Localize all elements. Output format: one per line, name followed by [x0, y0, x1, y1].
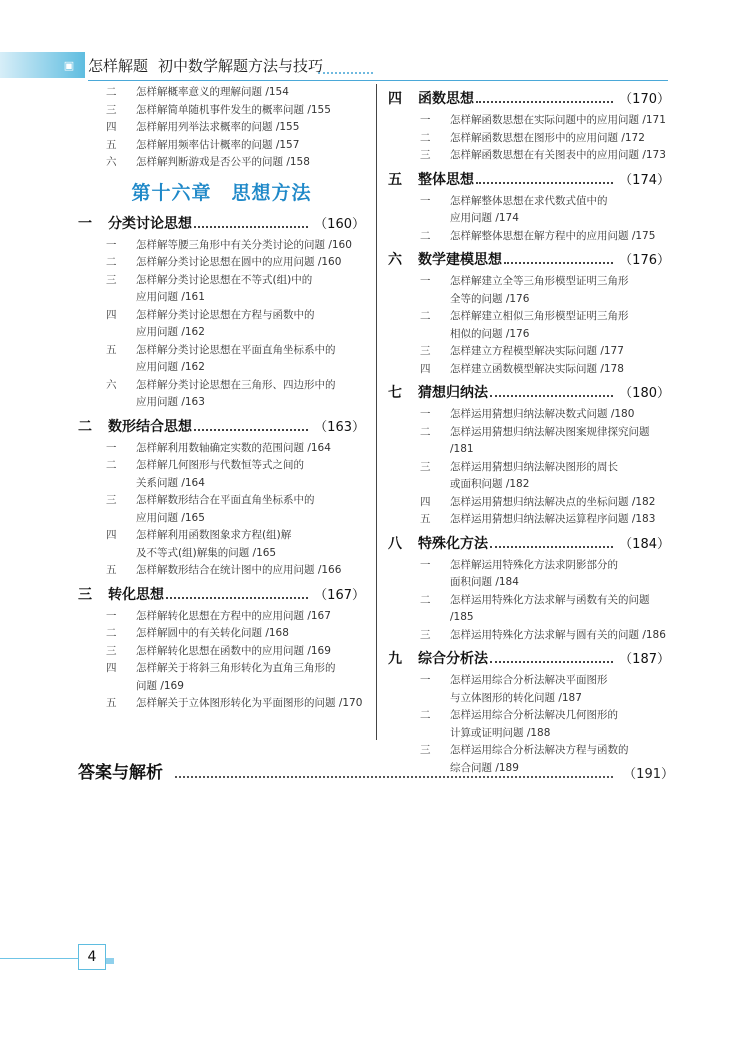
toc-item[interactable] — [78, 643, 365, 661]
leader-dots — [175, 776, 613, 778]
item-number — [388, 326, 450, 344]
item-number: 一 — [420, 408, 431, 420]
item-text: 怎样运用综合分析法解决方程与函数的 — [450, 744, 629, 756]
item-number: 三 — [106, 103, 117, 116]
section-number: 八 — [388, 535, 402, 552]
item-text: 计算或证明问题 /188 — [450, 726, 551, 739]
toc-item[interactable] — [78, 102, 365, 120]
toc-item[interactable] — [78, 545, 365, 563]
toc-item[interactable] — [78, 510, 365, 528]
item-text: 怎样解分类讨论思想在不等式(组)中的 — [136, 273, 313, 286]
leader-dots — [504, 262, 613, 264]
toc-item[interactable] — [78, 440, 365, 458]
toc-item[interactable] — [78, 562, 365, 580]
page-number: 4 — [78, 944, 106, 970]
item-number — [388, 476, 450, 494]
item-text: 怎样解转化思想在函数中的应用问题 /169 — [136, 644, 331, 657]
item-number: 三 — [420, 744, 431, 756]
toc-item[interactable] — [78, 307, 365, 325]
item-text: 怎样解整体思想在解方程中的应用问题 /175 — [450, 229, 656, 242]
item-number: 三 — [420, 460, 431, 473]
item-text: 怎样解圆中的有关转化问题 /168 — [136, 627, 289, 639]
item-text: 怎样解用频率估计概率的问题 /157 — [136, 138, 300, 151]
item-number: 三 — [106, 644, 117, 657]
item-number: 一 — [106, 441, 117, 454]
item-number: 二 — [420, 229, 431, 242]
item-text: 应用问题 /162 — [136, 361, 205, 373]
section-number: 三 — [78, 586, 92, 603]
item-text: 怎样解分类讨论思想在圆中的应用问题 /160 — [136, 256, 342, 268]
item-text: 怎样解判断游戏是否公平的问题 /158 — [136, 156, 310, 168]
item-text: 怎样运用综合分析法解决平面图形 — [450, 674, 608, 686]
section-page: （163） — [314, 419, 365, 435]
item-number: 二 — [420, 310, 431, 322]
toc-item[interactable] — [78, 394, 365, 412]
item-number: 一 — [420, 558, 431, 571]
item-number: 四 — [420, 495, 431, 508]
item-number: 五 — [420, 513, 431, 525]
toc-item[interactable] — [78, 272, 365, 290]
item-text: 综合问题 /189 — [450, 761, 519, 774]
book-subtitle: 初中数学解题方法与技巧 — [158, 57, 324, 75]
item-number — [78, 289, 136, 307]
item-text: 应用问题 /174 — [450, 212, 519, 224]
toc-item[interactable] — [388, 424, 670, 459]
leader-dots — [194, 226, 308, 228]
item-text: 怎样解函数思想在图形中的应用问题 /172 — [450, 131, 645, 144]
item-number: 一 — [106, 238, 117, 251]
toc-item[interactable] — [388, 459, 670, 477]
section-page: （187） — [619, 652, 670, 667]
item-number: 一 — [106, 609, 117, 622]
item-number: 四 — [106, 308, 117, 321]
leader-dots — [490, 546, 613, 548]
toc-right-column — [388, 84, 670, 777]
item-text: 或面积问题 /182 — [450, 478, 530, 490]
item-number: 五 — [106, 564, 117, 576]
item-number: 五 — [106, 697, 117, 709]
leader-dots — [490, 661, 613, 663]
toc-item[interactable] — [388, 494, 670, 512]
section-number: 七 — [388, 385, 402, 401]
item-text: 怎样解概率意义的理解问题 /154 — [136, 86, 289, 98]
item-text: 怎样运用猜想归纳法解决数式问题 /180 — [450, 408, 635, 420]
item-text: 与立体图形的转化问题 /187 — [450, 691, 582, 704]
toc-item[interactable] — [388, 574, 670, 592]
section-heading[interactable] — [78, 415, 365, 440]
column-divider — [376, 84, 377, 740]
toc-item[interactable] — [78, 457, 365, 475]
toc-item[interactable] — [388, 112, 670, 130]
item-text: 怎样解等腰三角形中有关分类讨论的问题 /160 — [136, 238, 352, 251]
item-text: 全等的问题 /176 — [450, 292, 530, 305]
item-text: 怎样解关于将斜三角形转化为直角三角形的 — [136, 662, 336, 674]
item-text: 怎样解整体思想在求代数式值中的 — [450, 194, 608, 207]
item-number — [388, 210, 450, 228]
toc-item[interactable] — [388, 557, 670, 575]
item-text: 怎样解运用特殊化方法求阴影部分的 — [450, 558, 618, 571]
header-dots — [318, 72, 373, 74]
section-page: （174） — [619, 172, 670, 188]
toc-item[interactable] — [388, 406, 670, 424]
toc-item[interactable] — [388, 210, 670, 228]
item-number — [388, 291, 450, 309]
item-number: 二 — [420, 709, 431, 721]
right-sections — [388, 87, 670, 777]
item-number — [78, 359, 136, 377]
book-title: 怎样解题 — [88, 57, 149, 75]
item-text: 关系问题 /164 — [136, 476, 205, 489]
item-number — [78, 324, 136, 342]
item-text: 怎样解函数思想在实际问题中的应用问题 /171 — [450, 114, 666, 126]
item-text: 怎样解利用函数图象求方程(组)解 — [136, 529, 292, 541]
chapter-title: 第十六章 思想方法 — [131, 181, 312, 204]
item-number: 一 — [420, 114, 431, 126]
toc-item[interactable] — [78, 237, 365, 255]
item-number: 五 — [106, 138, 117, 151]
item-text: 问题 /169 — [136, 679, 184, 692]
item-text: 应用问题 /165 — [136, 511, 205, 524]
section-page: （180） — [619, 386, 670, 401]
section-page: （167） — [314, 587, 365, 603]
toc-item[interactable] — [78, 254, 365, 272]
toc-item[interactable] — [388, 476, 670, 494]
section-page: （176） — [619, 253, 670, 268]
item-number — [388, 690, 450, 708]
item-text: 怎样运用猜想归纳法解决运算程序问题 /183 — [450, 513, 656, 525]
section-title: 转化思想 — [108, 586, 164, 603]
item-text: 怎样解建立全等三角形模型证明三角形 — [450, 275, 629, 287]
item-number: 三 — [420, 149, 431, 161]
toc-item[interactable] — [78, 154, 365, 172]
item-number: 三 — [420, 345, 431, 357]
item-number: 四 — [106, 529, 117, 541]
toc-item[interactable] — [78, 608, 365, 626]
item-text: 及不等式(组)解集的问题 /165 — [136, 546, 277, 559]
section-heading[interactable] — [388, 532, 670, 557]
item-number: 二 — [106, 256, 117, 268]
item-text: 怎样解利用数轴确定实数的范围问题 /164 — [136, 441, 331, 454]
toc-item[interactable] — [388, 690, 670, 708]
footer-decoration — [106, 958, 114, 964]
answers-title: 答案与解析 — [78, 763, 163, 783]
item-number: 二 — [420, 131, 431, 144]
item-text: 怎样解用列举法求概率的问题 /155 — [136, 121, 300, 133]
toc-item[interactable] — [388, 361, 670, 379]
header-rule — [88, 80, 668, 81]
item-number: 一 — [420, 275, 431, 287]
toc-item[interactable] — [388, 742, 670, 760]
item-number: 四 — [106, 662, 117, 674]
toc-left-column — [78, 84, 365, 713]
toc-item[interactable] — [388, 343, 670, 361]
toc-item[interactable] — [78, 475, 365, 493]
item-number: 一 — [420, 194, 431, 207]
item-number: 二 — [106, 627, 117, 639]
item-text: 相似的问题 /176 — [450, 327, 530, 340]
item-number — [388, 574, 450, 592]
item-number — [78, 678, 136, 696]
item-number — [78, 394, 136, 412]
leader-dots — [166, 597, 308, 599]
item-number: 二 — [420, 593, 431, 606]
section-heading[interactable] — [388, 87, 670, 112]
item-text: 怎样运用特殊化方法求解与圆有关的问题 /186 — [450, 628, 666, 641]
item-text: 怎样解数形结合在统计图中的应用问题 /166 — [136, 564, 342, 576]
answers-page: （191） — [623, 767, 674, 782]
item-text: 应用问题 /163 — [136, 396, 205, 408]
item-number: 三 — [420, 628, 431, 641]
toc-item[interactable] — [388, 511, 670, 529]
leader-dots — [490, 395, 613, 397]
leader-dots — [194, 429, 308, 431]
section-title: 数形结合思想 — [108, 418, 192, 435]
item-text: 怎样解分类讨论思想在平面直角坐标系中的 — [136, 343, 336, 356]
toc-item[interactable] — [78, 678, 365, 696]
toc-item[interactable] — [388, 707, 670, 725]
toc-item[interactable] — [78, 359, 365, 377]
section-number: 六 — [388, 252, 402, 268]
toc-item[interactable] — [78, 289, 365, 307]
item-number: 三 — [106, 273, 117, 286]
left-sections — [78, 212, 365, 713]
leader-dots — [476, 182, 613, 184]
item-text: 怎样解转化思想在方程中的应用问题 /167 — [136, 609, 331, 622]
answers-entry[interactable] — [78, 758, 674, 783]
previous-chapter-items — [78, 84, 365, 172]
toc-item[interactable] — [388, 672, 670, 690]
section-heading[interactable] — [388, 248, 670, 273]
item-text: 怎样解简单随机事件发生的概率问题 /155 — [136, 103, 331, 116]
section-title: 分类讨论思想 — [108, 215, 192, 232]
item-text: 怎样建立函数模型解决实际问题 /178 — [450, 362, 624, 375]
item-number: 二 — [106, 459, 117, 471]
section-number: 一 — [78, 215, 92, 232]
footer-rule — [0, 958, 78, 959]
item-number: 四 — [106, 121, 117, 133]
item-number — [78, 475, 136, 493]
item-text: 怎样运用特殊化方法求解与函数有关的问题 /185 — [450, 593, 650, 623]
toc-item[interactable] — [388, 193, 670, 211]
item-number — [78, 510, 136, 528]
toc-item[interactable] — [78, 377, 365, 395]
toc-item[interactable] — [78, 119, 365, 137]
toc-item[interactable] — [78, 324, 365, 342]
item-text: 怎样解分类讨论思想在三角形、四边形中的 — [136, 378, 336, 391]
item-number: 六 — [106, 378, 117, 391]
section-title: 函数思想 — [418, 91, 474, 107]
item-number: 一 — [420, 674, 431, 686]
toc-item[interactable] — [78, 695, 365, 713]
section-number: 二 — [78, 418, 92, 435]
section-number: 五 — [388, 171, 402, 188]
section-page: （170） — [619, 92, 670, 107]
item-text: 怎样解数形结合在平面直角坐标系中的 — [136, 494, 315, 506]
toc-item[interactable] — [388, 291, 670, 309]
toc-item[interactable] — [78, 137, 365, 155]
item-text: 怎样解建立相似三角形模型证明三角形 — [450, 310, 629, 322]
item-text: 怎样运用综合分析法解决几何图形的 — [450, 709, 618, 721]
section-title: 猜想归纳法 — [418, 385, 488, 401]
section-heading[interactable] — [388, 647, 670, 672]
toc-item[interactable] — [78, 527, 365, 545]
item-number: 五 — [106, 343, 117, 356]
item-text: 应用问题 /162 — [136, 326, 205, 338]
item-number: 六 — [106, 156, 117, 168]
running-header — [88, 55, 323, 77]
item-text: 怎样建立方程模型解决实际问题 /177 — [450, 345, 624, 357]
section-heading[interactable] — [78, 212, 365, 237]
toc-item[interactable] — [78, 84, 365, 102]
section-heading[interactable] — [78, 583, 365, 608]
item-text: 怎样运用猜想归纳法解决图案规律探究问题 /181 — [450, 425, 650, 455]
item-number — [78, 545, 136, 563]
toc-item[interactable] — [388, 326, 670, 344]
item-text: 怎样运用猜想归纳法解决图形的周长 — [450, 460, 618, 473]
logo-icon: ▣ — [63, 59, 75, 72]
item-text: 怎样运用猜想归纳法解决点的坐标问题 /182 — [450, 495, 656, 508]
item-text: 怎样解分类讨论思想在方程与函数中的 — [136, 308, 315, 321]
item-number: 三 — [106, 494, 117, 506]
section-heading[interactable] — [388, 168, 670, 193]
leader-dots — [476, 101, 613, 103]
item-text: 怎样解函数思想在有关图表中的应用问题 /173 — [450, 149, 666, 161]
section-heading[interactable] — [388, 381, 670, 406]
item-number: 二 — [420, 425, 431, 438]
toc-item[interactable] — [388, 147, 670, 165]
section-number: 四 — [388, 91, 402, 107]
item-number — [388, 725, 450, 743]
toc-item[interactable] — [388, 308, 670, 326]
item-number: 二 — [106, 86, 117, 98]
section-title: 综合分析法 — [418, 651, 488, 667]
toc-item[interactable] — [78, 492, 365, 510]
toc-item[interactable] — [388, 273, 670, 291]
toc-item[interactable] — [78, 660, 365, 678]
toc-item[interactable] — [388, 725, 670, 743]
section-number: 九 — [388, 651, 402, 667]
item-number: 四 — [420, 362, 431, 375]
toc-item[interactable] — [388, 228, 670, 246]
item-text: 面积问题 /184 — [450, 576, 519, 588]
item-text: 怎样解几何图形与代数恒等式之间的 — [136, 459, 304, 471]
section-title: 特殊化方法 — [418, 535, 488, 552]
section-page: （160） — [314, 216, 365, 232]
toc-item[interactable] — [78, 342, 365, 360]
toc-item[interactable] — [388, 130, 670, 148]
section-title: 整体思想 — [418, 171, 474, 188]
section-title: 数学建模思想 — [418, 252, 502, 268]
item-text: 怎样解关于立体图形转化为平面图形的问题 /170 — [136, 697, 363, 709]
section-page: （184） — [619, 536, 670, 552]
toc-item[interactable] — [388, 627, 670, 645]
toc-item[interactable] — [388, 592, 670, 627]
toc-item[interactable] — [78, 625, 365, 643]
item-text: 应用问题 /161 — [136, 291, 205, 303]
